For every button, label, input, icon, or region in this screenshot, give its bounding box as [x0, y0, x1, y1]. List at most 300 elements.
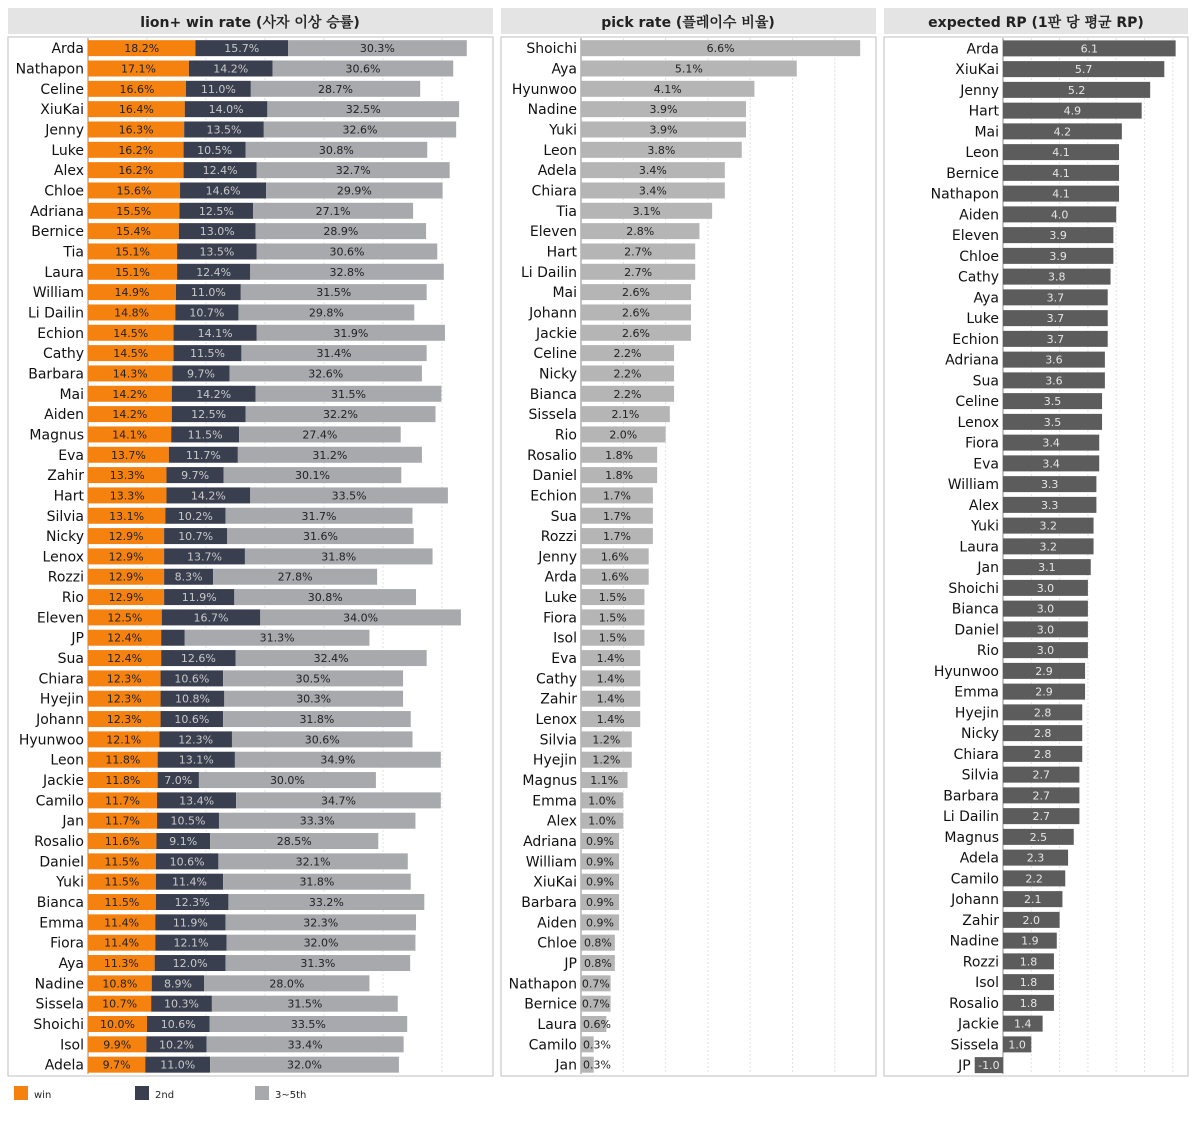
pick-data-label: 0.3% [583, 1058, 611, 1072]
winrate-data-label: 13.5% [206, 123, 242, 137]
pick-data-label: 1.7% [602, 509, 631, 523]
winrate-category-label: Rozzi [47, 569, 84, 586]
rp-data-label: 3.8 [1048, 270, 1066, 284]
pick-data-label: 2.2% [613, 367, 642, 381]
winrate-data-label: 9.9% [103, 1038, 132, 1052]
winrate-data-label: 17.1% [120, 62, 156, 76]
rp-data-label: 1.8 [1019, 955, 1038, 969]
pick-data-label: 0.9% [586, 916, 615, 930]
pick-data-label: 0.8% [583, 957, 612, 971]
pick-category-label: Nadine [527, 102, 577, 119]
winrate-data-label: 12.9% [108, 570, 144, 584]
winrate-category-label: Eva [58, 447, 84, 464]
rp-category-label: Nathapon [930, 186, 999, 203]
rp-data-label: 4.1 [1052, 187, 1070, 201]
legend-label-win: win [34, 1090, 52, 1101]
winrate-data-label: 34.9% [320, 753, 356, 767]
rp-data-label: 2.3 [1026, 851, 1045, 865]
winrate-data-label: 10.5% [197, 143, 233, 157]
pick-category-label: Hyunwoo [511, 81, 577, 98]
winrate-data-label: 12.6% [180, 652, 216, 666]
winrate-data-label: 33.3% [299, 814, 335, 828]
pick-category-label: Celine [533, 346, 577, 363]
rp-data-label: 3.0 [1036, 623, 1055, 637]
rp-category-label: Camilo [950, 871, 999, 888]
rp-category-label: Cathy [957, 269, 999, 286]
winrate-data-label: 11.4% [172, 875, 207, 889]
rp-category-label: Zahir [962, 912, 999, 929]
pick-category-label: Leon [543, 142, 577, 159]
winrate-category-label: Echion [37, 325, 84, 342]
winrate-data-label: 15.5% [116, 204, 152, 218]
pick-title: pick rate (플레이수 비율) [601, 15, 775, 31]
rp-data-label: 3.7 [1046, 332, 1065, 346]
winrate-data-label: 32.5% [345, 103, 381, 117]
winrate-category-label: Magnus [29, 427, 84, 444]
rp-bars [931, 40, 1176, 1074]
winrate-data-label: 8.9% [163, 977, 192, 991]
winrate-data-label: 11.9% [181, 591, 217, 605]
rp-data-label: 5.7 [1074, 63, 1093, 77]
rp-data-label: 3.6 [1045, 374, 1063, 388]
winrate-category-label: Adriana [30, 203, 84, 220]
winrate-category-label: Emma [39, 915, 84, 932]
rp-category-label: William [947, 477, 999, 494]
winrate-data-label: 16.6% [119, 82, 155, 96]
winrate-category-label: Isol [60, 1037, 84, 1054]
winrate-data-label: 30.8% [307, 591, 343, 605]
pick-category-label: Nicky [539, 366, 577, 383]
winrate-data-label: 31.5% [331, 387, 366, 401]
rp-category-label: Magnus [944, 829, 999, 846]
rp-category-label: Mai [974, 124, 999, 141]
rp-category-label: JP [958, 1058, 971, 1075]
winrate-category-label: Shoichi [33, 1017, 84, 1034]
winrate-data-label: 14.2% [112, 408, 148, 422]
winrate-category-label: Bianca [36, 895, 84, 912]
winrate-data-label: 14.0% [208, 103, 244, 117]
rp-data-label: 2.8 [1033, 747, 1052, 761]
winrate-data-label: 12.9% [108, 530, 144, 544]
winrate-data-label: 13.5% [199, 245, 235, 259]
rp-data-label: 2.9 [1035, 664, 1053, 678]
winrate-category-label: Johann [36, 712, 84, 729]
winrate-data-label: 31.5% [316, 286, 352, 300]
pick-category-label: Sissela [528, 407, 577, 424]
rp-category-label: Rosalio [949, 995, 999, 1012]
winrate-data-label: 14.2% [112, 387, 148, 401]
pick-data-label: 2.0% [609, 428, 638, 442]
winrate-data-label: 11.5% [187, 428, 223, 442]
winrate-data-label: 10.8% [174, 692, 210, 706]
winrate-category-label: Celine [40, 81, 84, 98]
pick-data-label: 2.6% [622, 306, 650, 320]
winrate-category-label: Chloe [44, 183, 84, 200]
rp-category-label: Adela [959, 850, 999, 867]
winrate-data-label: 10.6% [174, 672, 210, 686]
pick-category-label: Barbara [521, 895, 577, 912]
rp-category-label: Jenny [960, 82, 999, 99]
rp-data-label: 3.7 [1046, 312, 1065, 326]
pick-category-label: Isol [553, 630, 577, 647]
winrate-category-label: Camilo [35, 793, 84, 810]
winrate-data-label: 18.2% [124, 42, 160, 56]
winrate-category-label: Bernice [31, 224, 84, 241]
pick-data-label: 2.6% [622, 326, 650, 340]
pick-category-label: Aiden [537, 915, 577, 932]
winrate-data-label: 32.2% [323, 408, 358, 422]
pick-category-label: Chloe [537, 935, 577, 952]
winrate-data-label: 12.1% [173, 936, 209, 950]
rp-category-label: Bernice [946, 165, 999, 182]
winrate-data-label: 31.8% [321, 550, 357, 564]
winrate-data-label: 11.0% [160, 1058, 196, 1072]
winrate-data-label: 15.1% [115, 245, 151, 259]
rp-data-label: 3.4 [1042, 457, 1060, 471]
winrate-title: lion+ win rate (사자 이상 승률) [140, 15, 360, 31]
winrate-data-label: 11.5% [189, 347, 225, 361]
pick-data-label: 0.9% [586, 875, 615, 889]
rp-category-label: Jan [977, 560, 999, 577]
rp-data-label: 2.7 [1032, 789, 1050, 803]
winrate-data-label: 11.5% [104, 875, 140, 889]
rp-category-label: Arda [966, 41, 999, 58]
winrate-data-label: 32.7% [335, 164, 371, 178]
pick-category-label: Adela [537, 163, 577, 180]
winrate-data-label: 11.3% [103, 957, 139, 971]
rp-data-label: 3.3 [1040, 498, 1059, 512]
winrate-data-label: 31.9% [333, 326, 369, 340]
pick-category-label: Johann [529, 305, 577, 322]
winrate-data-label: 12.4% [202, 164, 238, 178]
rp-data-label: 2.9 [1035, 685, 1053, 699]
winrate-data-label: 16.3% [118, 123, 154, 137]
rp-data-label: 3.6 [1045, 353, 1063, 367]
winrate-category-label: Rio [61, 590, 84, 607]
pick-category-label: Bianca [529, 386, 577, 403]
winrate-data-label: 30.6% [345, 62, 381, 76]
pick-data-label: 1.4% [596, 652, 625, 666]
rp-category-label: Bianca [951, 601, 999, 618]
winrate-data-label: 28.0% [269, 977, 305, 991]
winrate-data-label: 31.7% [301, 509, 337, 523]
pick-category-label: Nathapon [508, 976, 577, 993]
winrate-category-label: Nathapon [15, 61, 84, 78]
pick-data-label: 1.0% [588, 814, 617, 828]
rp-data-label: 3.5 [1043, 415, 1062, 429]
pick-category-label: Chiara [531, 183, 577, 200]
pick-category-label: Rosalio [527, 447, 577, 464]
pick-data-label: 2.2% [613, 347, 642, 361]
pick-data-label: 3.4% [638, 184, 667, 198]
winrate-data-label: 30.8% [318, 143, 354, 157]
rp-category-label: Sissela [950, 1037, 999, 1054]
winrate-data-label: 33.4% [287, 1038, 323, 1052]
pick-data-label: 1.8% [605, 469, 634, 483]
winrate-data-label: 11.4% [104, 936, 140, 950]
pick-category-label: Adriana [523, 834, 577, 851]
rp-data-label: 3.7 [1046, 291, 1065, 305]
rp-data-label: 3.2 [1039, 540, 1058, 554]
rp-category-label: Lenox [957, 414, 999, 431]
winrate-data-label: 28.7% [318, 82, 353, 96]
winrate-data-label: 12.4% [107, 652, 143, 666]
rp-data-label: 3.9 [1049, 229, 1067, 243]
rp-data-label: 4.9 [1063, 104, 1082, 118]
winrate-data-label: 32.6% [342, 123, 378, 137]
winrate-data-label: 10.7% [189, 306, 225, 320]
rp-category-label: Rio [976, 643, 999, 660]
rp-data-label: 3.2 [1039, 519, 1058, 533]
rp-category-label: Silvia [961, 767, 999, 784]
pick-category-label: Hyejin [532, 752, 577, 769]
rp-data-label: 3.4 [1042, 436, 1060, 450]
winrate-data-label: 34.0% [343, 611, 379, 625]
winrate-data-label: 10.0% [100, 1018, 135, 1032]
pick-data-label: 0.6% [583, 1018, 611, 1032]
winrate-category-label: JP [71, 630, 84, 647]
winrate-category-label: Aya [58, 956, 84, 973]
winrate-data-label: 13.3% [109, 469, 145, 483]
pick-data-label: 2.6% [622, 286, 650, 300]
winrate-data-label: 31.6% [302, 530, 338, 544]
pick-category-label: Hart [546, 244, 577, 261]
pick-data-label: 1.5% [598, 591, 627, 605]
rp-data-label: 1.8 [1019, 976, 1038, 990]
pick-data-label: 0.3% [583, 1038, 611, 1052]
pick-category-label: JP [564, 956, 577, 973]
winrate-data-label: 30.5% [295, 672, 331, 686]
winrate-data-label: 12.3% [106, 672, 142, 686]
pick-category-label: Sua [550, 508, 577, 525]
winrate-data-label: 9.7% [102, 1058, 131, 1072]
pick-category-label: Eleven [529, 224, 577, 241]
pick-category-label: Zahir [540, 691, 577, 708]
winrate-category-label: Chiara [38, 671, 84, 688]
winrate-data-label: 11.9% [172, 916, 208, 930]
winrate-category-label: Laura [44, 264, 84, 281]
winrate-data-label: 11.7% [105, 814, 140, 828]
pick-category-label: Camilo [528, 1037, 577, 1054]
legend-label-2nd: 2nd [155, 1090, 175, 1101]
winrate-category-label: Rosalio [34, 834, 84, 851]
pick-category-label: Shoichi [526, 41, 577, 58]
winrate-data-label: 14.9% [114, 286, 150, 300]
winrate-data-label: 10.2% [159, 1038, 194, 1052]
winrate-data-label: 10.6% [160, 1018, 196, 1032]
rp-category-label: Hyunwoo [933, 663, 999, 680]
rp-data-label: 3.0 [1036, 602, 1055, 616]
winrate-data-label: 11.5% [104, 855, 140, 869]
winrate-data-label: 32.6% [308, 367, 344, 381]
winrate-category-label: Silvia [46, 508, 84, 525]
winrate-data-label: 9.7% [181, 469, 210, 483]
winrate-data-label: 14.2% [196, 387, 232, 401]
rp-category-label: Eleven [951, 228, 999, 245]
winrate-data-label: 14.3% [112, 367, 148, 381]
pick-data-label: 2.1% [611, 408, 640, 422]
pick-category-label: Silvia [539, 732, 577, 749]
pick-category-label: Jan [555, 1057, 577, 1074]
rp-data-label: 1.9 [1021, 934, 1039, 948]
winrate-category-label: Luke [51, 142, 84, 159]
pick-category-label: Fiora [543, 610, 577, 627]
rp-category-label: Rozzi [962, 954, 999, 971]
rp-data-label: 1.8 [1019, 996, 1038, 1010]
pick-data-label: 0.9% [586, 835, 615, 849]
legend-swatch-3to5 [255, 1086, 269, 1100]
rp-data-label: 3.9 [1049, 249, 1067, 263]
winrate-data-label: 11.7% [105, 794, 140, 808]
winrate-data-label: 11.0% [190, 286, 226, 300]
rp-data-label: 3.3 [1040, 478, 1059, 492]
winrate-data-label: 14.2% [190, 489, 226, 503]
winrate-data-label: 32.0% [287, 1058, 323, 1072]
winrate-data-label: 11.8% [105, 774, 141, 788]
winrate-data-label: 13.4% [179, 794, 215, 808]
winrate-data-label: 14.1% [197, 326, 233, 340]
rp-data-label: 3.0 [1036, 644, 1055, 658]
rp-data-label: -1.0 [978, 1059, 1000, 1073]
rp-data-label: 2.1 [1023, 893, 1042, 907]
winrate-category-label: Tia [63, 244, 84, 261]
legend [14, 1086, 306, 1101]
winrate-data-label: 16.4% [118, 103, 154, 117]
winrate-data-label: 12.3% [106, 713, 142, 727]
pick-category-label: XiuKai [533, 874, 577, 891]
winrate-data-label: 12.5% [191, 408, 227, 422]
winrate-data-label: 15.6% [116, 184, 152, 198]
winrate-data-label: 13.1% [178, 753, 214, 767]
winrate-data-label: 13.1% [109, 509, 145, 523]
winrate-data-label: 10.7% [178, 530, 214, 544]
pick-data-label: 2.7% [624, 265, 653, 279]
legend-swatch-win [14, 1086, 28, 1100]
winrate-data-label: 12.0% [172, 957, 208, 971]
winrate-data-label: 12.5% [107, 611, 143, 625]
pick-data-label: 0.7% [581, 977, 610, 991]
pick-data-label: 1.0% [588, 794, 617, 808]
pick-data-label: 0.9% [586, 855, 615, 869]
winrate-data-label: 14.5% [113, 326, 149, 340]
winrate-category-label: Arda [51, 41, 84, 58]
pick-data-label: 3.8% [647, 143, 676, 157]
winrate-data-label: 32.3% [303, 916, 339, 930]
rp-category-label: Hart [968, 103, 999, 120]
pick-data-label: 1.5% [598, 631, 627, 645]
winrate-data-label: 33.5% [290, 1018, 326, 1032]
pick-category-label: Rozzi [540, 529, 577, 546]
winrate-data-label: 13.7% [110, 448, 146, 462]
pick-data-label: 4.1% [653, 82, 682, 96]
rp-category-label: Fiora [965, 435, 999, 452]
pick-category-label: William [525, 854, 577, 871]
rp-category-label: Nicky [961, 726, 999, 743]
pick-data-label: 2.7% [624, 245, 653, 259]
winrate-data-label: 12.9% [108, 550, 144, 564]
rp-category-label: Leon [965, 145, 999, 162]
winrate-category-label: Daniel [39, 854, 84, 871]
winrate-data-label: 10.3% [164, 997, 199, 1011]
winrate-data-label: 10.6% [169, 855, 205, 869]
winrate-data-label: 10.8% [102, 977, 138, 991]
rp-title: expected RP (1판 당 평균 RP) [928, 15, 1144, 31]
pick-data-label: 1.8% [605, 448, 634, 462]
pick-category-label: Magnus [522, 773, 577, 790]
pick-data-label: 0.7% [581, 997, 610, 1011]
winrate-category-label: Leon [50, 752, 84, 769]
winrate-data-label: 27.4% [302, 428, 338, 442]
pick-data-label: 1.6% [600, 570, 629, 584]
winrate-category-label: Yuki [56, 874, 84, 891]
winrate-category-label: Aiden [44, 407, 84, 424]
rp-data-label: 2.7 [1032, 768, 1050, 782]
winrate-data-label: 12.4% [107, 631, 143, 645]
pick-data-label: 1.4% [596, 692, 625, 706]
pick-category-label: Aya [551, 61, 577, 78]
rp-category-label: Sua [972, 373, 999, 390]
pick-data-label: 0.8% [583, 936, 612, 950]
pick-category-label: Daniel [532, 468, 577, 485]
pick-bars [509, 40, 861, 1074]
winrate-data-label: 28.5% [276, 835, 312, 849]
rp-category-label: Eva [973, 456, 999, 473]
winrate-data-label: 31.3% [300, 957, 336, 971]
winrate-data-label: 29.8% [308, 306, 344, 320]
pick-data-label: 1.6% [600, 550, 629, 564]
winrate-data-label: 10.2% [177, 509, 213, 523]
winrate-data-label: 16.7% [193, 611, 229, 625]
winrate-data-label: 12.3% [106, 692, 142, 706]
rp-data-label: 4.0 [1050, 208, 1069, 222]
winrate-data-label: 32.1% [295, 855, 331, 869]
winrate-category-label: Barbara [28, 366, 84, 383]
winrate-data-label: 8.3% [174, 570, 203, 584]
winrate-bar-2nd [161, 630, 185, 646]
pick-category-label: Luke [544, 590, 577, 607]
winrate-category-label: Hyejin [39, 691, 84, 708]
winrate-data-label: 12.1% [106, 733, 142, 747]
rp-category-label: Li Dailin [942, 809, 999, 826]
pick-category-label: Mai [552, 285, 577, 302]
winrate-data-label: 15.4% [115, 225, 151, 239]
pick-data-label: 1.4% [596, 713, 625, 727]
winrate-category-label: Fiora [50, 935, 84, 952]
rp-data-label: 2.8 [1033, 727, 1052, 741]
winrate-data-label: 7.0% [164, 774, 193, 788]
legend-swatch-2nd [135, 1086, 149, 1100]
winrate-data-label: 30.3% [359, 42, 395, 56]
rp-category-label: Aya [973, 290, 999, 307]
winrate-data-label: 31.8% [299, 713, 335, 727]
rp-data-label: 2.5 [1029, 830, 1048, 844]
rp-category-label: Echion [952, 331, 999, 348]
pick-data-label: 1.4% [596, 672, 625, 686]
rp-data-label: 1.4 [1014, 1017, 1032, 1031]
pick-data-label: 1.7% [602, 530, 631, 544]
pick-data-label: 3.9% [649, 103, 678, 117]
rp-category-label: Johann [951, 892, 999, 909]
winrate-data-label: 16.2% [118, 143, 154, 157]
pick-category-label: Arda [544, 569, 577, 586]
rp-category-label: Aiden [959, 207, 999, 224]
pick-data-label: 5.1% [674, 62, 703, 76]
pick-data-label: 1.7% [602, 489, 631, 503]
winrate-data-label: 30.1% [295, 469, 330, 483]
pick-category-label: Laura [537, 1017, 577, 1034]
winrate-data-label: 32.4% [313, 652, 349, 666]
rp-category-label: Isol [975, 975, 999, 992]
